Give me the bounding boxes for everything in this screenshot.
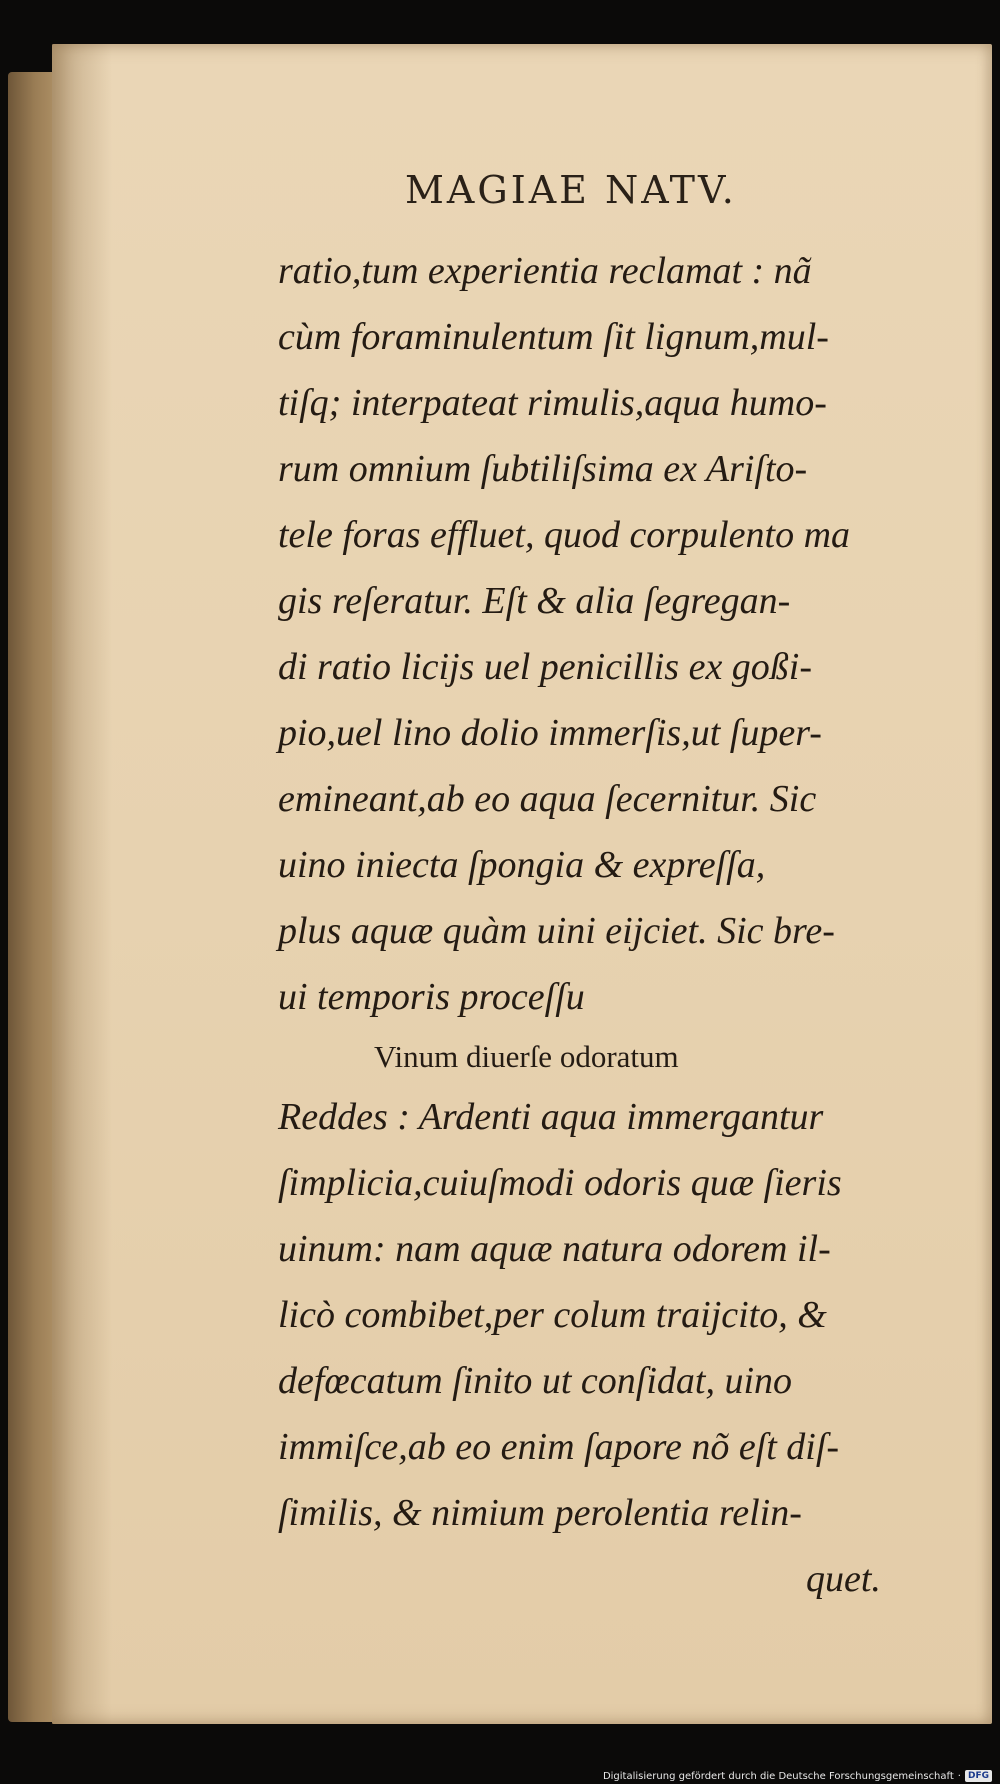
text-line: ſimilis, & nimium perolentia relin- <box>278 1492 802 1534</box>
running-head: MAGIAE NATV. <box>405 168 737 212</box>
text-line: immiſce,ab eo enim ſapore nõ eſt diſ- <box>278 1426 840 1468</box>
text-line: uinum: nam aquæ natura odorem il- <box>278 1228 831 1270</box>
text-line: defœcatum ſinito ut conſidat, uino <box>278 1360 793 1402</box>
text-line: ratio,tum experientia reclamat : nã <box>278 250 812 292</box>
text-line: tele foras effluet, quod corpulento ma <box>278 514 851 556</box>
text-line: tiſq; interpateat rimulis,aqua humo- <box>278 382 827 424</box>
text-line: rum omnium ſubtiliſsima ex Ariſto- <box>278 448 808 490</box>
text-line: ui temporis proceſſu <box>278 976 585 1018</box>
text-line: gis reſeratur. Eſt & alia ſegregan- <box>278 580 791 622</box>
text-line: uino iniecta ſpongia & expreſſa, <box>278 844 766 886</box>
text-line: di ratio licijs uel penicillis ex goßi- <box>278 646 813 688</box>
section-heading: Vinum diuerſe odoratum <box>374 1039 679 1074</box>
catchword: quet. <box>806 1558 881 1600</box>
text-line: ſimplicia,cuiuſmodi odoris quæ ſieris <box>278 1162 842 1204</box>
text-line: plus aquæ quàm uini eijciet. Sic bre- <box>278 910 835 952</box>
text-line: emineant,ab eo aqua ſecernitur. Sic <box>278 778 817 820</box>
dfg-logo: DFG <box>965 1770 992 1782</box>
text-block <box>278 238 938 1612</box>
text-line: licò combibet,per colum traijcito, & <box>278 1294 827 1336</box>
text-line: Reddes : Ardenti aqua immergantur <box>278 1096 824 1138</box>
footer-credit: Digitalisierung gefördert durch die Deutsche Forschungsgemeinschaft · DFG <box>603 1770 992 1782</box>
footer-credit-text: Digitalisierung gefördert durch die Deutsche Forschungsgemeinschaft <box>602 1770 954 1782</box>
text-line: cùm foraminulentum ſit lignum,mul- <box>278 316 829 358</box>
text-line: pio,uel lino dolio immerſis,ut ſuper- <box>278 712 822 754</box>
page-stain <box>52 44 112 1724</box>
